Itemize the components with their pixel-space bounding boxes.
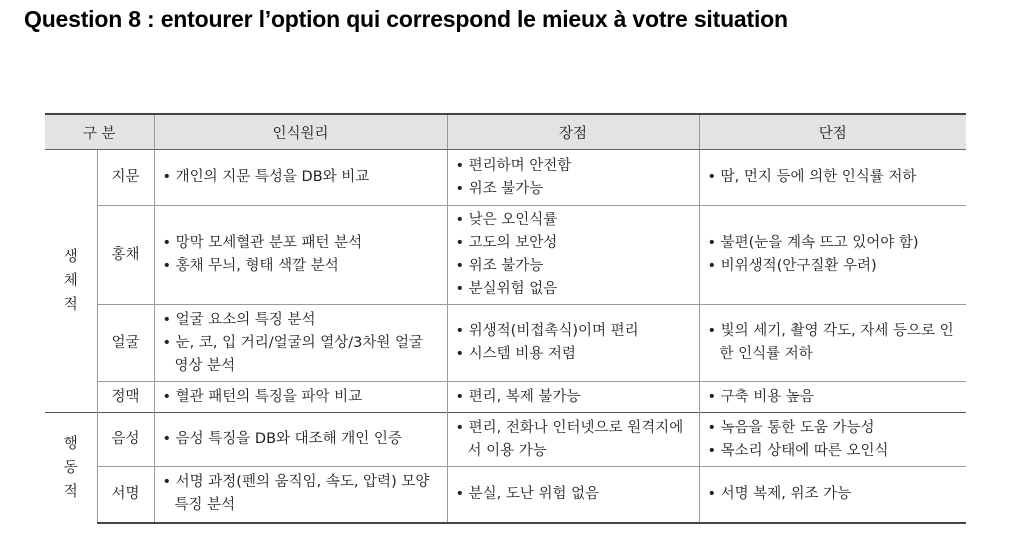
header-principle: 인식원리 — [154, 114, 447, 150]
method-name: 음성 — [97, 413, 154, 467]
list-item: • 편리, 복제 불가능 — [455, 388, 581, 405]
principle-cell — [154, 206, 447, 305]
table-row — [45, 150, 966, 206]
cons-cell — [699, 467, 966, 523]
list-item: • 고도의 보안성 — [455, 235, 558, 251]
header-category: 구 분 — [45, 114, 154, 150]
pros-cell — [447, 467, 699, 523]
cons-cell — [699, 413, 966, 467]
list-item: • 위조 불가능 — [455, 258, 544, 274]
list-item: • 얼굴 요소의 특징 분석 — [162, 311, 316, 328]
principle-cell — [154, 467, 447, 523]
group-label-char: 동 — [63, 459, 78, 476]
method-name: 지문 — [97, 150, 154, 206]
group-label-char: 생 — [63, 249, 78, 265]
list-item: • 시스템 비용 저렴 — [455, 346, 576, 362]
pros-cell — [447, 206, 699, 305]
list-item: • 비위생적(안구질환 우려) — [707, 258, 877, 274]
list-item: • 망막 모세혈관 분포 패턴 분석 — [162, 235, 363, 251]
list-item: • 구축 비용 높음 — [707, 388, 814, 405]
cons-cell — [699, 206, 966, 305]
table-row — [45, 305, 966, 382]
pros-cell — [447, 305, 699, 382]
method-name: 서명 — [97, 467, 154, 523]
header-cons: 단점 — [699, 114, 966, 150]
header-pros: 장점 — [447, 114, 699, 150]
pros-cell — [447, 413, 699, 467]
list-item: • 낮은 오인식률 — [455, 212, 558, 228]
header-row — [45, 114, 966, 150]
principle-cell — [154, 305, 447, 382]
list-item: • 땀, 먼지 등에 의한 인식률 저하 — [707, 169, 917, 185]
cons-cell — [699, 150, 966, 206]
cons-cell — [699, 382, 966, 413]
list-item: • 분실위험 없음 — [455, 281, 558, 297]
list-item: • 홍채 무늬, 형태 색깔 분석 — [162, 258, 339, 274]
table-row — [45, 467, 966, 523]
cons-cell — [699, 305, 966, 382]
pros-cell — [447, 150, 699, 206]
method-name: 홍채 — [97, 206, 154, 305]
list-item: • 눈, 코, 입 거리/얼굴의 열상/3차원 얼굴 영상 분석 — [162, 334, 424, 374]
group-label-char: 적 — [63, 483, 78, 500]
list-item: • 위조 불가능 — [455, 180, 544, 197]
list-item: • 편리, 전화나 인터넷으로 원격지에서 이용 가능 — [455, 419, 684, 459]
list-item: • 목소리 상태에 따른 오인식 — [707, 442, 889, 459]
group-label — [45, 150, 97, 413]
list-item: • 혈관 패턴의 특징을 파악 비교 — [162, 388, 363, 405]
list-item: • 분실, 도난 위험 없음 — [455, 485, 600, 502]
pros-cell — [447, 382, 699, 413]
list-item: • 음성 특징을 DB와 대조해 개인 인증 — [162, 431, 402, 447]
list-item: • 개인의 지문 특성을 DB와 비교 — [162, 169, 370, 185]
list-item: • 빛의 세기, 촬영 각도, 자세 등으로 인한 인식률 저하 — [707, 323, 954, 362]
biometrics-table — [45, 113, 966, 524]
group-label — [45, 413, 97, 523]
method-name: 얼굴 — [97, 305, 154, 382]
list-item: • 녹음을 통한 도움 가능성 — [707, 419, 875, 436]
group-label-char: 적 — [63, 297, 78, 313]
list-item: • 서명 과정(펜의 움직임, 속도, 압력) 모양 특징 분석 — [162, 474, 430, 514]
table-row — [45, 413, 966, 467]
list-item: • 불편(눈을 계속 뜨고 있어야 함) — [707, 235, 919, 251]
table-row — [45, 382, 966, 413]
principle-cell — [154, 382, 447, 413]
list-item: • 서명 복제, 위조 가능 — [707, 485, 852, 502]
method-name: 정맥 — [97, 382, 154, 413]
principle-cell — [154, 150, 447, 206]
principle-cell — [154, 413, 447, 467]
table-row — [45, 206, 966, 305]
page-title: Question 8 : entourer l’option qui correspond le mieux à votre situation — [24, 6, 788, 32]
list-item: • 위생적(비접촉식)이며 편리 — [455, 323, 639, 339]
group-label-char: 행 — [63, 435, 78, 452]
group-label-char: 체 — [63, 273, 78, 289]
list-item: • 편리하며 안전함 — [455, 157, 572, 174]
